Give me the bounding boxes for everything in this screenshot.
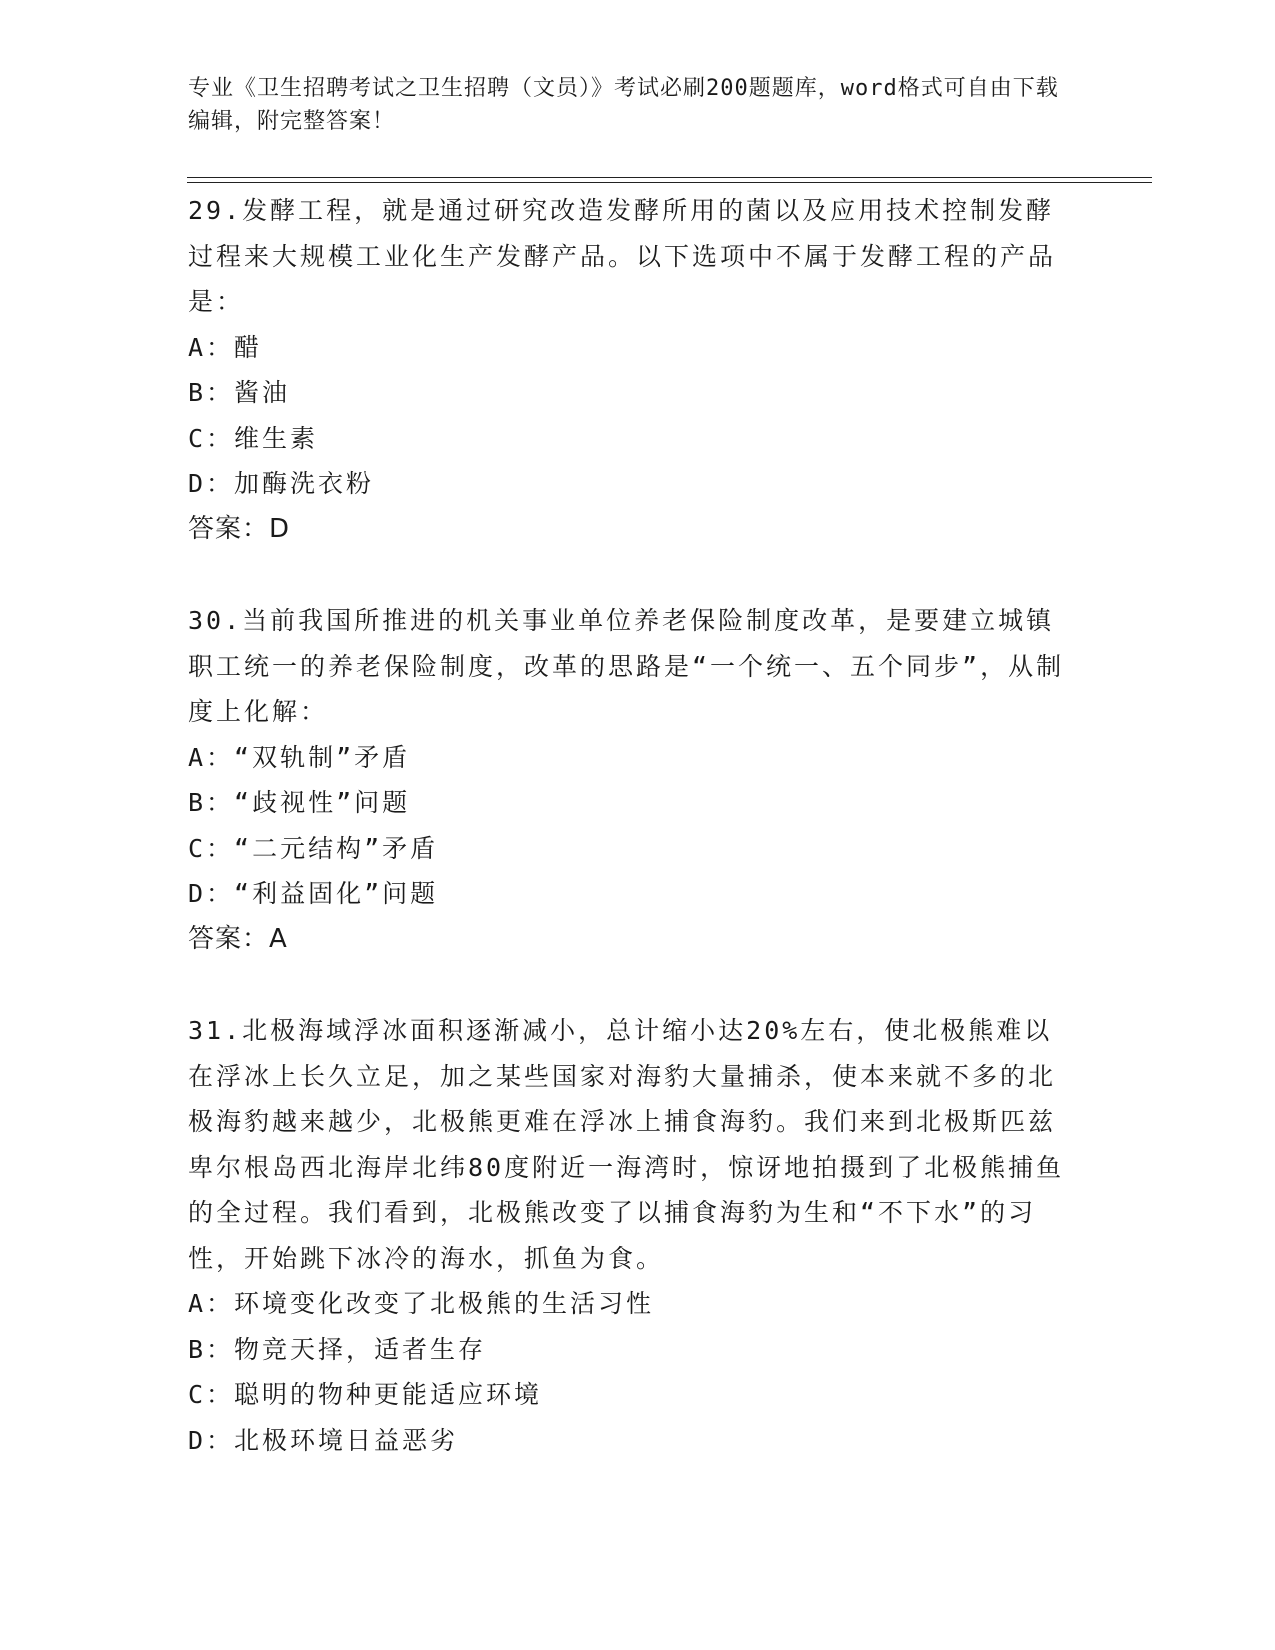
option-b: B：“歧视性”问题 xyxy=(188,788,411,817)
option-a: A：环境变化改变了北极熊的生活习性 xyxy=(188,1289,655,1318)
question-stem: 30.当前我国所推进的机关事业单位养老保险制度改革，是要建立城镇职工统一的养老保险制度，改革的思路是“一个统一、五个同步”，从制度上化解： xyxy=(188,606,1065,726)
question-stem: 31.北极海域浮冰面积逐渐减小，总计缩小达20%左右，使北极熊难以在浮冰上长久立足，加之某些国家对海豹大量捕杀，使本来就不多的北极海豹越来越少，北极熊更难在浮冰上捕食海豹。我们来到北极斯匹兹卑尔根岛西北海岸北纬80度附近一海湾时，惊讶地拍摄到了北极熊捕鱼的全过程。我们看到，北极熊改变了以捕食海豹为生和“不下水”的习性，开始跳下冰冷的海水，抓鱼为食。 xyxy=(188,1016,1065,1273)
option-b: B：酱油 xyxy=(188,378,291,407)
option-d: D：“利益固化”问题 xyxy=(188,879,439,908)
answer-line: 答案：A xyxy=(188,923,288,954)
option-c: C：维生素 xyxy=(188,423,319,453)
document-header: 专业《卫生招聘考试之卫生招聘（文员）》考试必刷200题题库，word格式可自由下载编辑，附完整答案！ xyxy=(188,76,1059,134)
header-divider-bottom xyxy=(187,182,1152,183)
option-a: A：“双轨制”矛盾 xyxy=(188,742,411,772)
header-divider-top xyxy=(187,177,1152,178)
option-c: C：聪明的物种更能适应环境 xyxy=(188,1380,543,1409)
answer-line: 答案：D xyxy=(188,513,291,544)
option-d: D：加酶洗衣粉 xyxy=(188,469,375,498)
option-d: D：北极环境日益恶劣 xyxy=(188,1425,459,1455)
option-a: A：醋 xyxy=(188,332,263,362)
question-stem: 29.发酵工程，就是通过研究改造发酵所用的菌以及应用技术控制发酵过程来大规模工业化生产发酵产品。以下选项中不属于发酵工程的产品是： xyxy=(188,196,1057,316)
question-29 xyxy=(188,188,1068,552)
option-b: B：物竞天择，适者生存 xyxy=(188,1334,487,1364)
question-31 xyxy=(188,1008,1068,1463)
option-c: C：“二元结构”矛盾 xyxy=(188,833,439,863)
question-30 xyxy=(188,598,1068,962)
